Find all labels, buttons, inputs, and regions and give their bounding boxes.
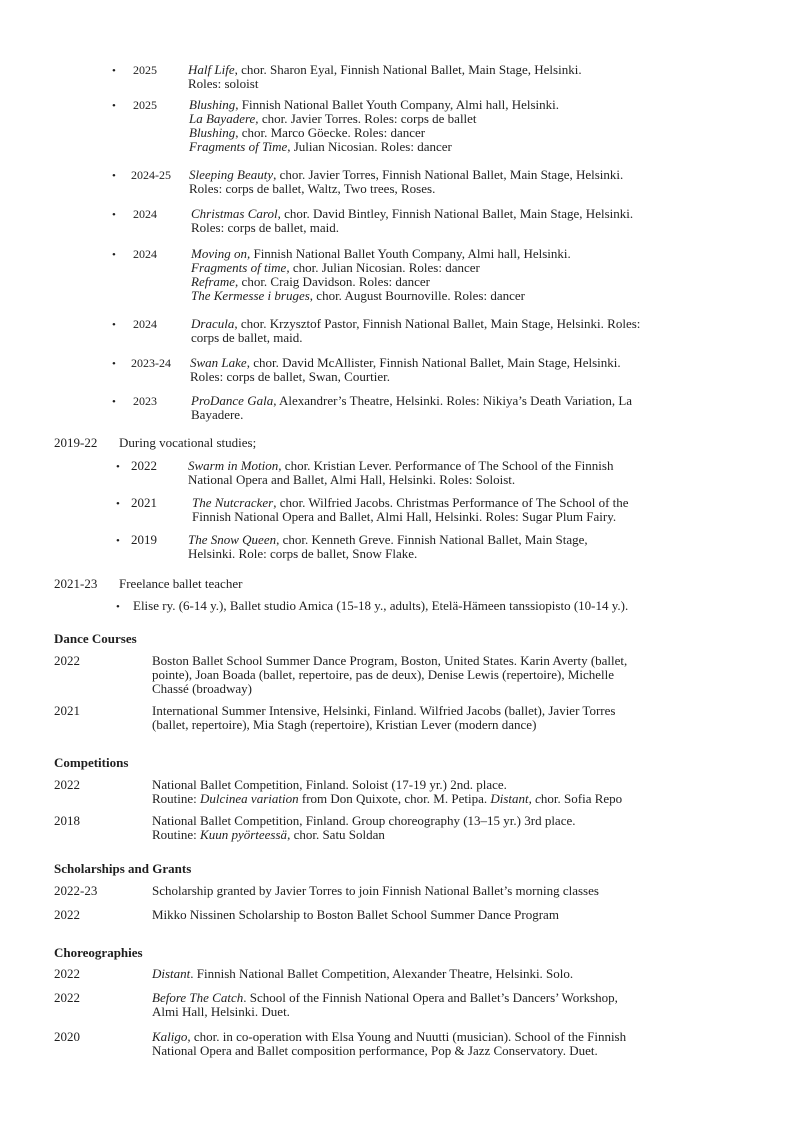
entry-year: 2024-25 bbox=[131, 168, 171, 182]
work-title: The Kermesse i bruges bbox=[191, 288, 310, 303]
entry-text: , chor. Marco Göecke. Roles: dancer bbox=[235, 125, 426, 140]
course-line: International Summer Intensive, Helsinki, Finland. Wilfried Jacobs (ballet), Javier Torres bbox=[152, 703, 616, 718]
entry-text: , chor. Kenneth Greve. Finnish National Ballet, Main Stage, bbox=[276, 532, 588, 547]
entry-line bbox=[191, 221, 339, 235]
entry-line bbox=[189, 126, 425, 140]
entry-year: 2025 bbox=[133, 98, 157, 112]
bullet-icon: • bbox=[112, 65, 116, 77]
routine-label: Routine: bbox=[152, 791, 201, 806]
entry-text: . School of the Finnish National Opera and Ballet’s Dancers’ Workshop, bbox=[243, 990, 618, 1005]
competition-line: National Ballet Competition, Finland. Group choreography (13–15 yr.) 3rd place. bbox=[152, 813, 576, 828]
routine-label: Routine: bbox=[152, 827, 201, 842]
entry-text: chor. Javier Torres. Roles: corps de ballet bbox=[258, 111, 477, 126]
entry-line bbox=[191, 408, 243, 422]
entry-line bbox=[191, 317, 640, 331]
entry-line bbox=[152, 1005, 290, 1019]
bullet-icon: • bbox=[116, 461, 120, 473]
entry-line bbox=[192, 496, 629, 510]
entry-text: , chor. Krzysztof Pastor, Finnish National Ballet, Main Stage, Helsinki. Roles: bbox=[234, 316, 641, 331]
entry-text: Almi Hall, Helsinki. Duet. bbox=[152, 1004, 290, 1019]
routine-text: hor. Sofia Repo bbox=[540, 791, 623, 806]
work-title: Dracula bbox=[191, 316, 235, 331]
entry-line bbox=[152, 1030, 626, 1044]
vocational-label: During vocational studies; bbox=[119, 435, 257, 450]
work-title: Before The Catch bbox=[152, 990, 244, 1005]
entry-line bbox=[188, 547, 417, 561]
entry-line bbox=[152, 1044, 598, 1058]
entry-text: Bayadere. bbox=[191, 407, 244, 422]
entry-line bbox=[152, 991, 618, 1005]
entry-text: , chor. Javier Torres, Finnish National Ballet, Main Stage, Helsinki. bbox=[273, 167, 624, 182]
entry-line bbox=[189, 140, 452, 154]
entry-line bbox=[188, 473, 515, 487]
competition-year: 2022 bbox=[54, 777, 80, 792]
course-year: 2022 bbox=[54, 653, 80, 668]
entry-text: corps de ballet, maid. bbox=[191, 330, 303, 345]
entry-year: 2021 bbox=[131, 495, 157, 510]
competition-line: National Ballet Competition, Finland. Soloist (17-19 yr.) 2nd. place. bbox=[152, 777, 507, 792]
entry-text: National Opera and Ballet composition performance, Pop & Jazz Conservatory. Duet. bbox=[152, 1043, 598, 1058]
work-title: The Nutcracker bbox=[192, 495, 274, 510]
entry-year: 2019 bbox=[131, 532, 157, 547]
entry-text: , chor. August Bournoville. Roles: dancer bbox=[309, 288, 525, 303]
section-heading-choreographies: Choreographies bbox=[54, 945, 143, 960]
entry-text: , chor. David McAllister, Finnish National Ballet, Main Stage, Helsinki. bbox=[246, 355, 621, 370]
course-year: 2021 bbox=[54, 703, 80, 718]
bullet-icon: • bbox=[116, 601, 120, 613]
entry-line bbox=[190, 356, 621, 370]
work-title: Reframe bbox=[191, 274, 236, 289]
choreography-year: 2022 bbox=[54, 990, 80, 1005]
bullet-icon: • bbox=[112, 249, 116, 261]
entry-text: Roles: soloist bbox=[188, 76, 259, 91]
entry-line bbox=[191, 289, 525, 303]
competition-year: 2018 bbox=[54, 813, 80, 828]
routine-title: Distant, c bbox=[490, 791, 541, 806]
entry-text: , chor. Craig Davidson. Roles: dancer bbox=[235, 274, 431, 289]
bullet-icon: • bbox=[116, 498, 120, 510]
entry-text: Roles: corps de ballet, Waltz, Two trees, Roses. bbox=[189, 181, 436, 196]
entry-text: Helsinki. Role: corps de ballet, Snow Flake. bbox=[188, 546, 418, 561]
course-line: Chassé (broadway) bbox=[152, 681, 252, 696]
course-line: (ballet, repertoire), Mia Stagh (repertoire), Kristian Lever (modern dance) bbox=[152, 717, 537, 732]
entry-year: 2024 bbox=[133, 247, 157, 261]
entry-text: chor. Kristian Lever. Performance of The School of the Finnish bbox=[281, 458, 614, 473]
entry-text: , chor. Sharon Eyal, Finnish National Ballet, Main Stage, Helsinki. bbox=[234, 62, 582, 77]
entry-text: , Julian Nicosian. Roles: dancer bbox=[287, 139, 452, 154]
teacher-item: Elise ry. (6-14 y.), Ballet studio Amica (15-18 y., adults), Etelä-Hämeen tanssiopisto (10-14 y.). bbox=[133, 598, 629, 613]
entry-text: National Opera and Ballet, Almi Hall, Helsinki. Roles: Soloist. bbox=[188, 472, 516, 487]
scholarship-text: Mikko Nissinen Scholarship to Boston Ballet School Summer Dance Program bbox=[152, 907, 559, 922]
entry-line bbox=[192, 510, 616, 524]
work-title: Sleeping Beauty bbox=[189, 167, 274, 182]
entry-year: 2025 bbox=[133, 63, 157, 77]
section-heading-scholarships: Scholarships and Grants bbox=[54, 861, 192, 876]
course-line: Boston Ballet School Summer Dance Program, Boston, United States. Karin Averty (ballet, bbox=[152, 653, 628, 668]
work-title: Blushing bbox=[189, 125, 236, 140]
entry-line bbox=[189, 98, 559, 112]
work-title: Christmas Carol bbox=[191, 206, 278, 221]
entry-text: , chor. Wilfried Jacobs. Christmas Performance of The School of the bbox=[273, 495, 629, 510]
scholarship-year: 2022-23 bbox=[54, 883, 98, 898]
entry-line bbox=[188, 459, 613, 473]
competition-routine bbox=[152, 828, 385, 842]
entry-line bbox=[188, 77, 258, 91]
work-title: La Bayadere, bbox=[189, 111, 259, 126]
choreography-year: 2022 bbox=[54, 966, 80, 981]
bullet-icon: • bbox=[112, 209, 116, 221]
entry-line bbox=[191, 261, 480, 275]
bullet-icon: • bbox=[116, 535, 120, 547]
entry-line bbox=[152, 967, 573, 981]
section-heading-competitions: Competitions bbox=[54, 755, 129, 770]
bullet-icon: • bbox=[112, 100, 116, 112]
entry-line bbox=[188, 63, 582, 77]
entry-text: , Finnish National Ballet Youth Company, Almi hall, Helsinki. bbox=[235, 97, 560, 112]
entry-text: , chor. David Bintley, Finnish National Ballet, Main Stage, Helsinki. bbox=[277, 206, 634, 221]
entry-year: 2022 bbox=[131, 458, 157, 473]
entry-year: 2024 bbox=[133, 207, 157, 221]
entry-text: Roles: corps de ballet, Swan, Courtier. bbox=[190, 369, 391, 384]
bullet-icon: • bbox=[112, 319, 116, 331]
course-line: pointe), Joan Boada (ballet, repertoire, pas de deux), Denise Lewis (repertoire), Michelle bbox=[152, 667, 615, 682]
routine-title: Kuun pyörteessä bbox=[200, 827, 288, 842]
work-title: Moving on, bbox=[191, 246, 251, 261]
entry-year: 2023-24 bbox=[131, 356, 171, 370]
teacher-years: 2021-23 bbox=[54, 576, 98, 591]
routine-text: , chor. Satu Soldan bbox=[287, 827, 385, 842]
entry-text: , Alexandrer’s Theatre, Helsinki. Roles: Nikiya’s Death Variation, La bbox=[273, 393, 633, 408]
entry-line bbox=[191, 247, 571, 261]
choreography-year: 2020 bbox=[54, 1029, 80, 1044]
entry-line bbox=[188, 533, 588, 547]
work-title: Swarm in Motion, bbox=[188, 458, 282, 473]
entry-text: . Finnish National Ballet Competition, Alexander Theatre, Helsinki. Solo. bbox=[190, 966, 574, 981]
entry-line bbox=[191, 275, 430, 289]
work-title: Blushing bbox=[189, 97, 236, 112]
bullet-icon: • bbox=[112, 396, 116, 408]
section-heading-dance-courses: Dance Courses bbox=[54, 631, 137, 646]
scholarship-text: Scholarship granted by Javier Torres to join Finnish National Ballet’s morning classes bbox=[152, 883, 599, 898]
work-title: The Snow Queen bbox=[188, 532, 277, 547]
entry-line bbox=[191, 331, 303, 345]
bullet-icon: • bbox=[112, 358, 116, 370]
work-title: Distant bbox=[152, 966, 191, 981]
routine-title: Dulcinea variation bbox=[200, 791, 299, 806]
entry-text: , chor. in co-operation with Elsa Young and Nuutti (musician). School of the Finnish bbox=[187, 1029, 627, 1044]
entry-line bbox=[189, 112, 477, 126]
bullet-icon: • bbox=[112, 170, 116, 182]
routine-text: from Don Quixote, chor. M. Petipa. bbox=[298, 791, 491, 806]
teacher-label: Freelance ballet teacher bbox=[119, 576, 243, 591]
competition-routine bbox=[152, 792, 622, 806]
work-title: Fragments of Time bbox=[189, 139, 288, 154]
entry-text: Finnish National Ballet Youth Company, Almi hall, Helsinki. bbox=[250, 246, 571, 261]
entry-text: Roles: corps de ballet, maid. bbox=[191, 220, 340, 235]
entry-line bbox=[190, 370, 390, 384]
entry-text: chor. Julian Nicosian. Roles: dancer bbox=[289, 260, 480, 275]
work-title: ProDance Gala bbox=[191, 393, 274, 408]
work-title: Half Life bbox=[188, 62, 235, 77]
entry-line bbox=[191, 394, 632, 408]
work-title: Fragments of time, bbox=[191, 260, 290, 275]
entry-text: Finnish National Opera and Ballet, Almi Hall, Helsinki. Roles: Sugar Plum Fairy. bbox=[192, 509, 617, 524]
entry-line bbox=[189, 168, 623, 182]
entry-year: 2024 bbox=[133, 317, 157, 331]
work-title: Swan Lake bbox=[190, 355, 247, 370]
entry-line bbox=[191, 207, 633, 221]
entry-year: 2023 bbox=[133, 394, 157, 408]
entry-line bbox=[189, 182, 435, 196]
work-title: Kaligo bbox=[152, 1029, 188, 1044]
scholarship-year: 2022 bbox=[54, 907, 80, 922]
vocational-years: 2019-22 bbox=[54, 435, 98, 450]
